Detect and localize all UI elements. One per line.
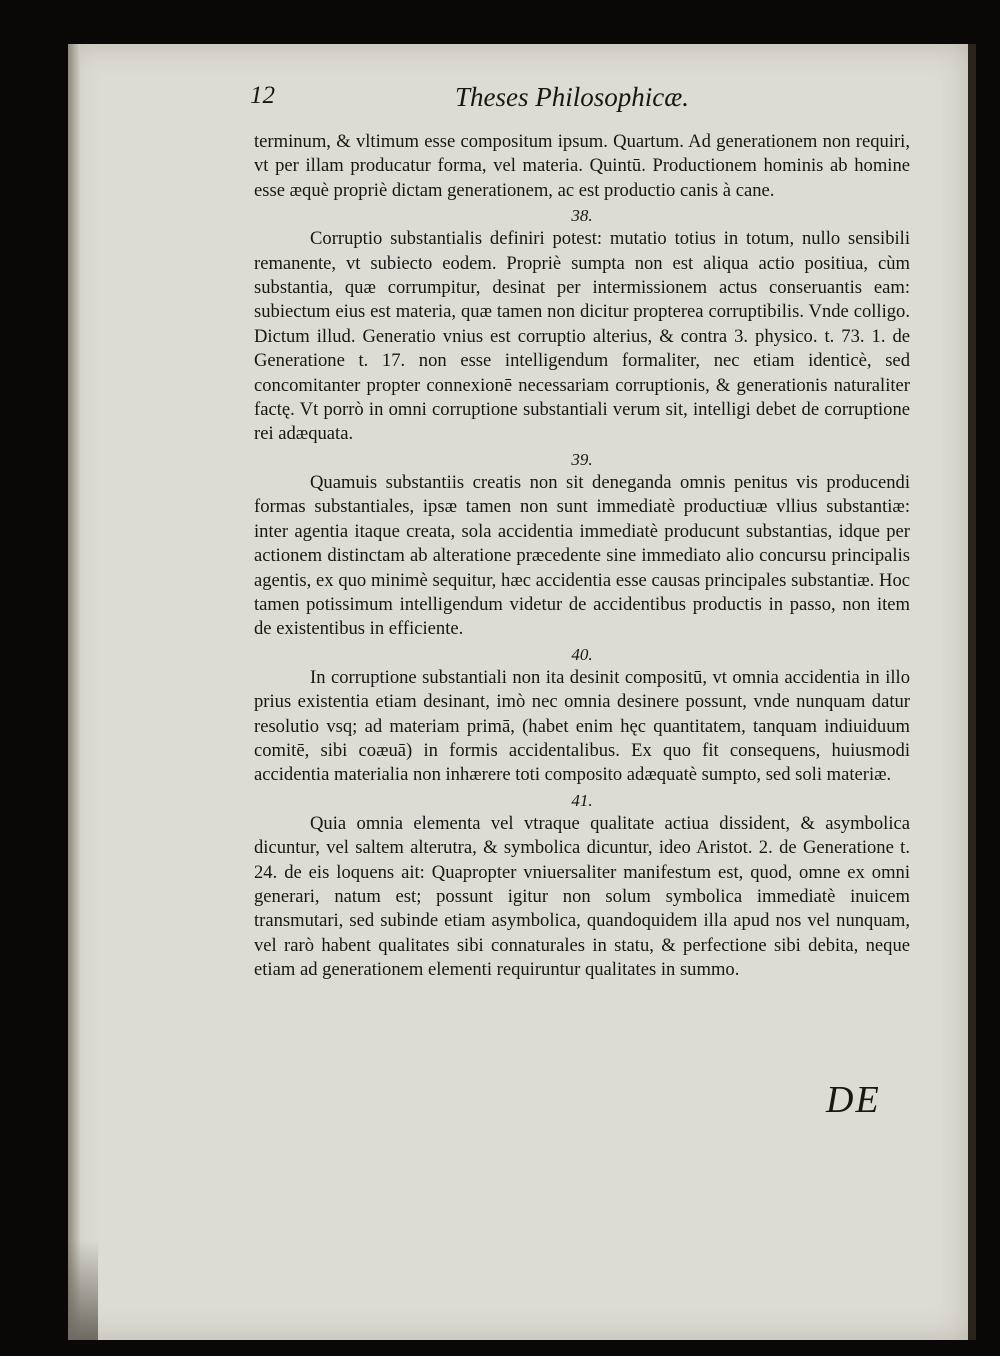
catchword: DE bbox=[826, 1079, 881, 1121]
main-text bbox=[254, 130, 910, 983]
thesis-number-39: 39. bbox=[571, 449, 593, 469]
paragraph-thesis-40: In corruptione substantiali non ita desinit compositū, vt omnia accidentia in illo prius existentia etiam desinant, imò nec omnia desinere possunt, vnde nunquam datur resolutio vsq; ad materiam primā, (habet enim hęc quantitatem, tanquam indiuiduum comitē, sibi coæuā) in formis accidentalibus. Ex quo fit consequens, huiusmodi accidentia materialia non inhærere toti composito adæquatè sumpto, sed soli materiæ. bbox=[254, 666, 910, 786]
paragraph-thesis-38: Corruptio substantialis definiri potest: mutatio totius in totum, nullo sensibili remanente, vt subiecto eodem. Propriè sumpta non est aliqua actio positiua, cùm substantia, quæ corrumpitur, desinat per intermissionem actus conseruantis eam: subiectum eius est materia, quæ tamen non dicitur propterea corruptibilis. Vnde colligo. Dictum illud. Generatio vnius est corruptio alterius, & contra 3. physico. t. 73. 1. de Generatione t. 17. non esse intelligendum formaliter, nec etiam identicè, sed concomitanter propter connexionē necessariam corruptionis, & generationis naturaliter factę. Vt porrò in omni corruptione substantiali verum sit, intelligi debet de corruptione rei adæquata. bbox=[254, 228, 910, 445]
paragraph-thesis-41: Quia omnia elementa vel vtraque qualitate actiua dissident, & asymbolica dicuntur, vel saltem alterutra, & symbolica dicuntur, ideo Aristot. 2. de Generatione t. 24. de eis loquens ait: Quapropter vniuersaliter manifestum est, quod, omne ex omni generari, natum est; possunt igitur non solum symbolica immediatè inuicem transmutari, sed subinde etiam asymbolica, quandoquidem illa apud nos vel nunquam, vel rarò habent qualitates sibi connaturales in statu, & perfectione sibi debita, neque etiam ad generationem elementi requiruntur qualitates in summo. bbox=[254, 812, 910, 981]
binding-gutter bbox=[68, 44, 80, 1340]
thesis-number-40: 40. bbox=[571, 644, 593, 664]
page-stain bbox=[68, 1240, 98, 1340]
page-number: 12 bbox=[250, 82, 275, 109]
paragraph-thesis-39: Quamuis substantiis creatis non sit deneganda omnis penitus vis producendi formas substantiales, ipsæ tamen non sunt immediatè productiuæ vllius substantiæ: inter agentia itaque creata, sola accidentia immediatè producunt substantias, idque per actionem distinctam ab alteratione præcedente sine immediato alio concursu principalis agentis, ex quo minimè sequitur, hæc accidentia esse causas principales substantiæ. Hoc tamen potissimum intelligendum videtur de accidentibus productis in passo, non item de existentibus in efficiente. bbox=[254, 471, 910, 640]
page-edge-shadow bbox=[968, 44, 976, 1340]
page-header bbox=[250, 82, 910, 122]
running-head: Theses Philosophicæ. bbox=[455, 82, 689, 112]
thesis-number-41: 41. bbox=[571, 790, 593, 810]
paragraph-continuation: terminum, & vltimum esse compositum ipsum. Quartum. Ad generationem non requiri, vt per illam producatur forma, vel materia. Quintū. Productionem hominis ab homine esse æquè propriè dictam generationem, ac est productio canis à cane. bbox=[254, 131, 910, 201]
thesis-number-38: 38. bbox=[571, 206, 593, 226]
